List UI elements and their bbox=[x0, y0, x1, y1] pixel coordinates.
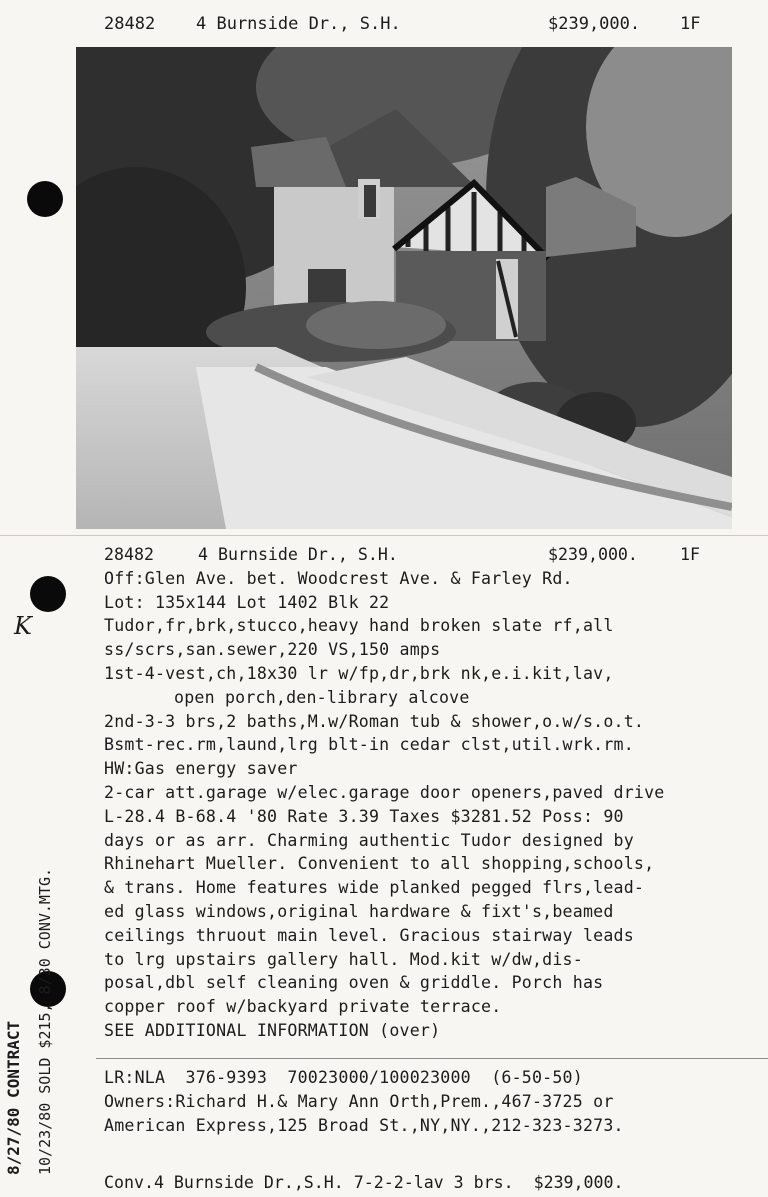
listing-line: 1st-4-vest,ch,18x30 lr w/fp,dr,brk nk,e.i.kit,lav, bbox=[104, 663, 614, 683]
punch-hole-middle bbox=[30, 576, 66, 612]
listing-line: Bsmt-rec.rm,laund,lrg blt-in cedar clst,util.wrk.rm. bbox=[104, 735, 634, 755]
listing-line: Off:Glen Ave. bet. Woodcrest Ave. & Farley Rd. bbox=[104, 568, 573, 588]
listing-line: days or as arr. Charming authentic Tudor designed by bbox=[104, 830, 634, 850]
broker-line: LR:NLA 376-9393 70023000/100023000 (6-50-50) bbox=[104, 1068, 583, 1087]
owners-line: Owners:Richard H.& Mary Ann Orth,Prem.,467-3725 or bbox=[104, 1091, 614, 1111]
listing-line: SEE ADDITIONAL INFORMATION (over) bbox=[104, 1020, 441, 1040]
listing-code: 1F bbox=[680, 545, 700, 564]
top-address: 4 Burnside Dr., S.H. bbox=[196, 14, 401, 34]
top-price: $239,000. bbox=[548, 14, 641, 34]
listing-line: L-28.4 B-68.4 '80 Rate 3.39 Taxes $3281.52 Poss: 90 bbox=[104, 806, 624, 826]
listing-line: 2-car att.garage w/elec.garage door openers,paved drive bbox=[104, 782, 665, 802]
listing-line: ss/scrs,san.sewer,220 VS,150 amps bbox=[104, 640, 441, 660]
section-divider bbox=[96, 1058, 768, 1059]
top-code: 1F bbox=[680, 14, 701, 34]
listing-line: 2nd-3-3 brs,2 baths,M.w/Roman tub & shower,o.w/s.o.t. bbox=[104, 711, 645, 731]
listing-footer bbox=[104, 1066, 754, 1137]
punch-hole-top bbox=[27, 181, 63, 217]
fold-line bbox=[0, 535, 768, 536]
summary-line: Conv.4 Burnside Dr.,S.H. 7-2-2-lav 3 brs. $239,000. bbox=[104, 1173, 624, 1192]
listing-address: 4 Burnside Dr., S.H. bbox=[198, 545, 398, 564]
listing-price: $239,000. bbox=[548, 545, 638, 564]
listing-header bbox=[104, 543, 754, 567]
listing-line: ceilings thruout main level. Gracious stairway leads bbox=[104, 925, 634, 945]
owners-contact-line: American Express,125 Broad St.,NY,NY.,212-323-3273. bbox=[104, 1115, 624, 1135]
handwritten-mark: K bbox=[14, 612, 32, 640]
listing-line: Lot: 135x144 Lot 1402 Blk 22 bbox=[104, 592, 390, 612]
listing-line: open porch,den-library alcove bbox=[174, 687, 470, 707]
listing-line: to lrg upstairs gallery hall. Mod.kit w/dw,dis- bbox=[104, 949, 583, 969]
listing-id: 28482 bbox=[104, 545, 154, 564]
listing-line: HW:Gas energy saver bbox=[104, 759, 298, 779]
listing-line: ed glass windows,original hardware & fixt's,beamed bbox=[104, 901, 614, 921]
house-photo bbox=[76, 47, 732, 529]
listing-details bbox=[104, 543, 754, 1043]
listing-line: Rhinehart Mueller. Convenient to all shopping,schools, bbox=[104, 854, 655, 874]
listing-line: copper roof w/backyard private terrace. bbox=[104, 997, 502, 1017]
top-listing-id: 28482 bbox=[104, 14, 156, 34]
sold-note: 10/23/80 SOLD $215, 8/30 CONV.MTG. bbox=[36, 867, 54, 1175]
house-photo-icon bbox=[76, 47, 732, 529]
listing-line: posal,dbl self cleaning oven & griddle. Porch has bbox=[104, 973, 604, 993]
listing-line: & trans. Home features wide planked pegged flrs,lead- bbox=[104, 878, 645, 898]
listing-line: Tudor,fr,brk,stucco,heavy hand broken slate rf,all bbox=[104, 616, 614, 636]
contract-note: 8/27/80 CONTRACT bbox=[4, 1020, 23, 1175]
